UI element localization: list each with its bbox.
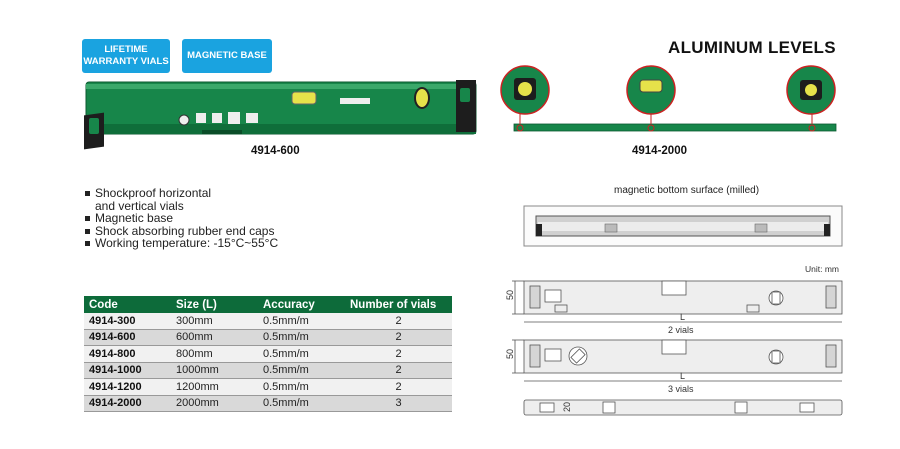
lifetime-warranty-badge: LIFETIME WARRANTY VIALS (82, 39, 170, 73)
level-600-image (84, 80, 476, 149)
feature-item: Magnetic base (84, 212, 278, 225)
level-2000-image (501, 66, 836, 131)
col-header-vials: Number of vials (345, 296, 452, 313)
cell-code: 4914-1000 (84, 362, 171, 379)
product-code-600: 4914-600 (251, 145, 300, 157)
cell-code: 4914-600 (84, 329, 171, 346)
cell-code: 4914-300 (84, 313, 171, 329)
cell-code: 4914-1200 (84, 379, 171, 396)
cell-size: 2000mm (171, 395, 258, 412)
cell-accuracy: 0.5mm/m (258, 313, 345, 329)
product-code-2000: 4914-2000 (632, 145, 687, 157)
dim-length-label: L (680, 312, 686, 322)
magnetic-base-badge: MAGNETIC BASE (182, 39, 272, 73)
col-header-size: Size (L) (171, 296, 258, 313)
page-title: ALUMINUM LEVELS (668, 38, 836, 57)
cell-size: 1000mm (171, 362, 258, 379)
cell-size: 600mm (171, 329, 258, 346)
col-header-accuracy: Accuracy (258, 296, 345, 313)
two-vials-label: 2 vials (668, 325, 694, 335)
dim-length-label-2: L (680, 371, 686, 381)
three-vials-label: 3 vials (668, 384, 694, 394)
cell-accuracy: 0.5mm/m (258, 379, 345, 396)
unit-label: Unit: mm (805, 264, 839, 274)
magnetic-bottom-image (524, 206, 842, 246)
cell-vials: 2 (345, 362, 452, 379)
cell-code: 4914-800 (84, 346, 171, 363)
cell-vials: 3 (345, 395, 452, 412)
cell-accuracy: 0.5mm/m (258, 329, 345, 346)
cell-accuracy: 0.5mm/m (258, 362, 345, 379)
col-header-code: Code (84, 296, 171, 313)
feature-item: Working temperature: -15°C~55°C (84, 237, 278, 250)
cell-code: 4914-2000 (84, 395, 171, 412)
dim-thickness-label: 20 (562, 401, 573, 413)
drawing-2-vials (512, 281, 842, 322)
cell-vials: 2 (345, 346, 452, 363)
feature-item: Shockproof horizontal and vertical vials (84, 187, 278, 212)
cell-vials: 2 (345, 313, 452, 329)
cell-size: 1200mm (171, 379, 258, 396)
dim-height-label-2: 50 (505, 348, 516, 360)
magnetic-surface-caption: magnetic bottom surface (milled) (614, 185, 760, 196)
cell-vials: 2 (345, 379, 452, 396)
cell-vials: 2 (345, 329, 452, 346)
drawing-3-vials (512, 340, 842, 381)
cell-accuracy: 0.5mm/m (258, 395, 345, 412)
cell-size: 300mm (171, 313, 258, 329)
dim-height-label: 50 (505, 289, 516, 301)
cell-size: 800mm (171, 346, 258, 363)
feature-item: Shock absorbing rubber end caps (84, 225, 278, 238)
cell-accuracy: 0.5mm/m (258, 346, 345, 363)
